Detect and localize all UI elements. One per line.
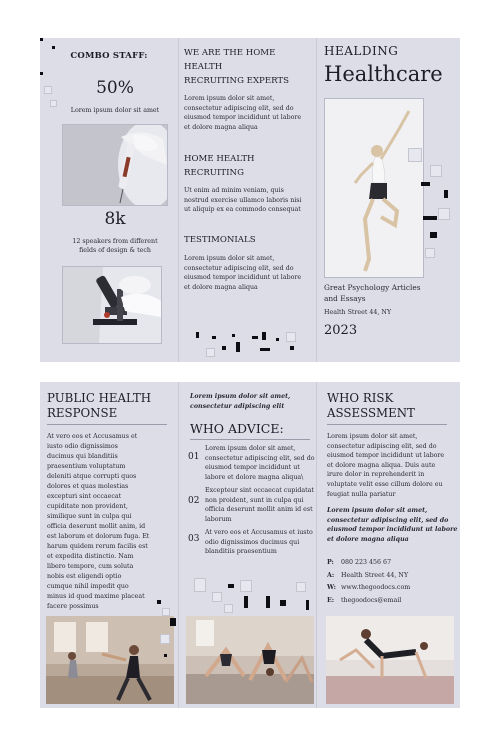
contact-list — [327, 558, 410, 608]
text-line: Lorem ipsum dolor sit amet, — [327, 433, 418, 440]
text-line: At vero eos et Accusamus et — [47, 433, 138, 440]
text-line: voluptate velit esse cillum dolore eu — [327, 480, 443, 488]
deco-square — [260, 348, 270, 351]
deco-square — [290, 346, 294, 350]
who-advice-heading: WHO ADVICE: — [190, 421, 284, 436]
deco-square — [430, 232, 437, 238]
deco-square — [280, 600, 286, 606]
text-line: nostrud exercise ullamco laboris nisi — [184, 196, 302, 204]
deco-square — [44, 86, 52, 94]
deco-square — [50, 100, 57, 107]
text-line: consectetur adipiscing elit, sed do — [205, 454, 315, 462]
advice-number: 02 — [188, 496, 200, 506]
brand-large: Healthcare — [324, 62, 443, 86]
subtitle — [324, 282, 421, 304]
deco-square — [52, 46, 55, 49]
text-line: blanditiis praesentium — [205, 548, 277, 556]
brand-small: HEALDING — [324, 44, 399, 58]
text-line: eiusmod tempor incididunt ut labore — [327, 526, 458, 534]
text-line: consectetur adipiscing elit, sed do — [184, 264, 294, 272]
text-line: et dolore magna aliqua — [184, 283, 258, 291]
text-line: irure dolor in reprehenderit in — [327, 471, 425, 479]
public-health-body — [47, 432, 149, 612]
text-line: et dolore magna aliqua. Duis aute — [327, 461, 436, 469]
deco-square — [276, 338, 279, 341]
contact-value: www.thegoodocs.com — [341, 584, 411, 591]
text-line: eiusmod tempor incididunt ut labore — [327, 452, 445, 460]
yoga-class-photo-2 — [186, 616, 314, 704]
deco-square — [160, 634, 170, 644]
home-health-heading — [184, 152, 255, 180]
text-line: consectetur adipiscing elit, sed do — [327, 442, 437, 450]
text-line: consectetur adipiscing elit, sed do — [327, 516, 449, 524]
deco-square — [224, 604, 233, 613]
text-line: harum quidem rerum facilis est — [47, 543, 148, 550]
deco-square — [423, 216, 437, 220]
stat-count-caption-1: 12 speakers from different — [72, 238, 158, 245]
combo-staff-heading: COMBO STAFF: — [70, 51, 148, 61]
contact-row — [327, 571, 410, 584]
home-health-heading-line: HOME HEALTH — [184, 154, 255, 164]
deco-square — [240, 580, 252, 592]
text-line: iusto odio dignissimos — [47, 443, 118, 450]
recruiting-heading — [184, 46, 289, 88]
home-health-heading-line: RECRUITING — [184, 168, 244, 178]
deco-square — [170, 618, 176, 626]
deco-square — [194, 578, 206, 592]
risk-assessment-heading — [327, 391, 415, 421]
advice-text — [205, 486, 314, 524]
deco-square — [212, 336, 216, 339]
risk-heading-line: ASSESSMENT — [327, 406, 415, 420]
heading-underline — [47, 424, 167, 425]
deco-square — [262, 332, 266, 340]
deco-square — [157, 600, 161, 604]
cover-year: 2023 — [324, 323, 358, 338]
stat-percent-caption: Lorem ipsum dolor sit amet — [70, 107, 160, 114]
deco-square — [232, 334, 235, 337]
public-health-heading — [47, 391, 151, 421]
text-line: laborum — [205, 515, 232, 523]
text-line: similique sunt in culpa qui — [47, 513, 132, 520]
text-line: nobis est eligendi optio — [47, 573, 122, 580]
deco-square — [252, 336, 258, 339]
contact-row — [327, 558, 410, 571]
text-line: dolores et quas molestias — [47, 483, 129, 490]
text-line: feugiat nulla pariatur — [327, 490, 396, 498]
stat-percent: 50% — [96, 78, 134, 98]
deco-square — [228, 584, 234, 588]
heading-underline — [190, 439, 310, 440]
text-line: Excepteur sint occaecat cupidatat — [205, 487, 314, 494]
subtitle-line: Great Psychology Articles — [324, 283, 421, 292]
deco-square — [212, 592, 222, 602]
fold-line — [316, 38, 317, 362]
deco-square — [430, 165, 442, 177]
risk-heading-line: WHO RISK — [327, 391, 394, 405]
contact-value: Health Street 44, NY — [341, 571, 409, 579]
text-line: officia deserunt mollit anim id est — [205, 506, 313, 514]
yoga-class-photo-1 — [46, 616, 174, 704]
text-line: Ut enim ad minim veniam, quis — [184, 187, 284, 194]
deco-square — [306, 600, 309, 610]
text-line: labore et dolore magna aliqua\ — [205, 473, 304, 481]
text-line: cumque nihil impedit quo — [47, 583, 129, 590]
brochure-inside-sheet — [40, 382, 460, 708]
text-line: facere possimus — [47, 603, 99, 610]
deco-square — [296, 582, 306, 592]
deco-square — [425, 248, 435, 258]
text-line: cupiditate non provident, — [47, 503, 128, 510]
text-line: eiusmod tempor incididunt ut — [205, 464, 300, 472]
advice-number: 03 — [188, 534, 200, 544]
deco-square — [164, 654, 167, 657]
risk-text — [327, 432, 444, 499]
text-line: officia deserunt mollit anim, id — [47, 523, 146, 530]
testimonials-text — [184, 254, 301, 292]
text-line: excepturi sint occaecat — [47, 493, 122, 500]
deco-square — [408, 148, 422, 162]
contact-row — [327, 596, 410, 609]
home-health-text — [184, 186, 302, 215]
text-line: eiusmod tempor incididunt ut labore — [184, 114, 302, 122]
recruiting-heading-line: WE ARE THE HOME — [184, 48, 276, 58]
contact-label: A: — [327, 571, 335, 579]
deco-square — [438, 208, 450, 220]
contact-label: P: — [327, 559, 334, 566]
text-line: eiusmod tempor incididunt ut labore — [184, 274, 302, 282]
deco-square — [444, 190, 448, 198]
text-line: ut aliquip ex ea commodo consequat — [184, 206, 301, 214]
text-line: Lorem ipsum dolor sit amet, — [184, 95, 275, 102]
syringe-photo — [62, 124, 168, 206]
advice-number: 01 — [188, 452, 200, 462]
public-health-heading-line: PUBLIC HEALTH — [47, 391, 152, 405]
advice-intro-line: consectetur adipiscing elit — [190, 402, 285, 410]
stat-count: 8k — [104, 209, 126, 229]
text-line: minus id quod maxime placeat — [47, 593, 145, 600]
recruiting-text — [184, 94, 301, 132]
recruiting-heading-line: RECRUITING EXPERTS — [184, 76, 290, 86]
cover-address: Health Street 44, NY — [324, 309, 392, 316]
text-line: et dolore magna aliqua — [327, 535, 409, 543]
contact-row — [327, 583, 410, 596]
brochure-outside-sheet — [40, 38, 460, 362]
public-health-heading-line: RESPONSE — [47, 406, 118, 420]
advice-text — [205, 444, 315, 482]
recruiting-heading-line: HEALTH — [184, 62, 223, 72]
text-line: Lorem ipsum dolor sit amet, — [327, 507, 428, 514]
text-line: At vero eos et Accusamus et iusto — [205, 529, 313, 536]
deco-square — [286, 332, 296, 342]
fold-line — [178, 382, 179, 708]
deco-square — [222, 346, 226, 350]
text-line: et expedita distinctio. Nam — [47, 553, 134, 560]
contact-label: E: — [327, 596, 335, 604]
deco-square — [40, 38, 43, 41]
heading-underline — [327, 424, 447, 425]
yoga-class-photo-3 — [326, 616, 454, 704]
text-line: est laborum et dolorum fuga. Et — [47, 533, 150, 540]
deco-square — [236, 342, 240, 352]
deco-square — [244, 596, 248, 608]
deco-square — [421, 182, 430, 186]
stat-count-caption-2: fields of design & tech — [79, 247, 151, 254]
yoga-woman-photo — [324, 98, 424, 278]
subtitle-line: and Essays — [324, 294, 366, 303]
text-line: praesentium voluptatum — [47, 463, 126, 470]
advice-intro-line: Lorem ipsum dolor sit amet, — [190, 393, 291, 400]
text-line: odio dignissimos ducimus qui — [205, 538, 300, 546]
text-line: libero tempore, cum soluta — [47, 563, 134, 570]
deco-square — [162, 608, 170, 616]
text-line: Lorem ipsum dolor sit amet, — [184, 255, 275, 262]
text-line: non proident, sunt in culpa qui — [205, 496, 304, 504]
text-line: consectetur adipiscing elit, sed do — [184, 104, 294, 112]
deco-square — [40, 72, 43, 75]
advice-text — [205, 528, 313, 557]
text-line: Lorem ipsum dolor sit amet, — [205, 445, 296, 452]
deco-square — [266, 596, 270, 608]
testimonials-heading: TESTIMONIALS — [184, 235, 256, 245]
deco-square — [206, 348, 215, 357]
text-line: et dolore magna aliqua — [184, 123, 258, 131]
microscope-photo — [62, 266, 162, 344]
text-line: ducimus qui blanditiis — [47, 453, 118, 460]
contact-value: thegoodocs@email — [341, 596, 402, 604]
fold-line — [316, 382, 317, 708]
risk-highlight — [327, 506, 457, 544]
text-line: deleniti atque corrupti quos — [47, 473, 137, 480]
advice-intro — [190, 392, 290, 411]
deco-square — [196, 332, 199, 338]
contact-label: W: — [327, 584, 336, 591]
contact-value: 080 223 456 67 — [341, 559, 392, 566]
